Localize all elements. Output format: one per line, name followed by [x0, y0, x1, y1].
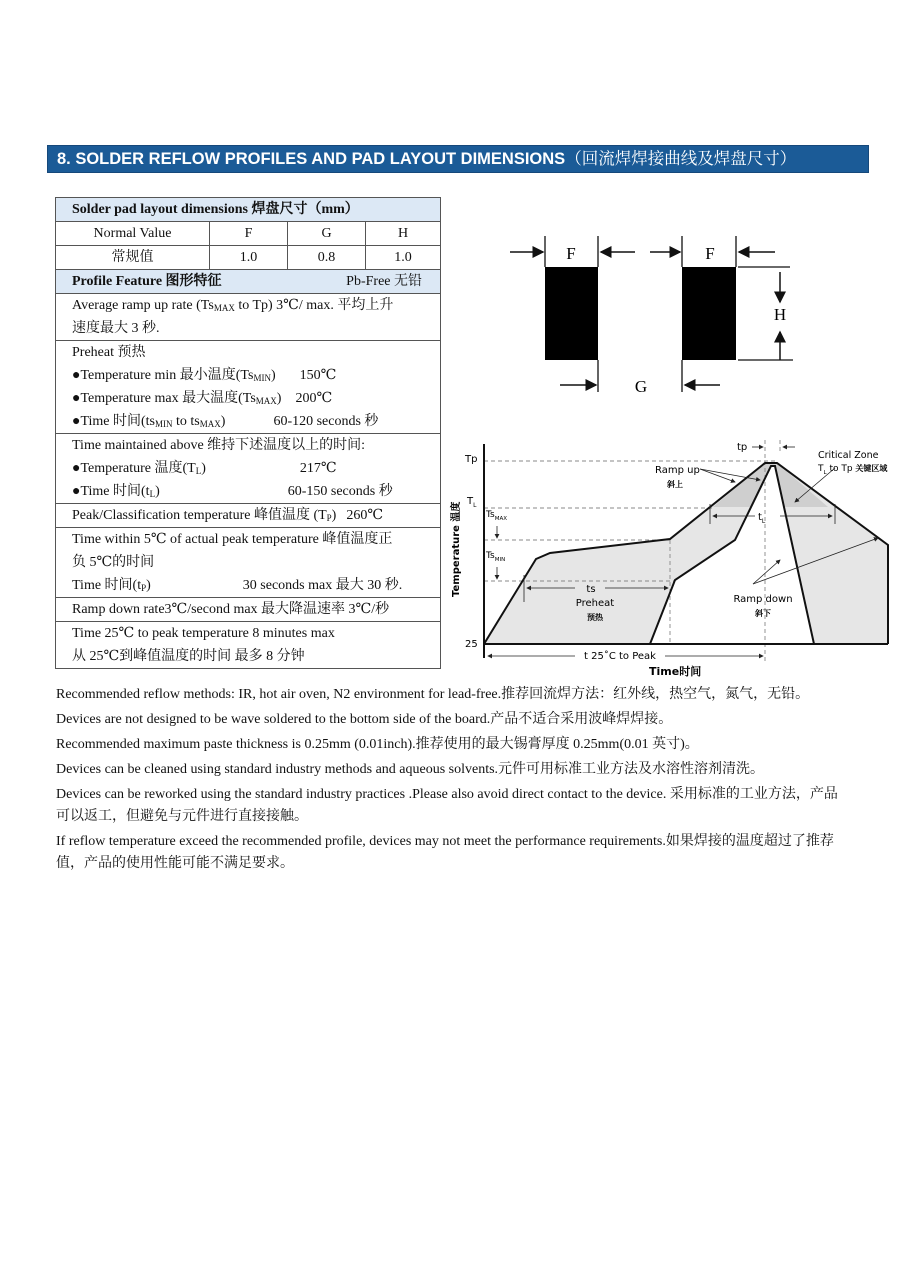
tl-label: $t_L$ [758, 512, 766, 525]
ramp-up-row [56, 294, 441, 341]
y-tick-25: 25 [465, 639, 478, 650]
sub-l: L [149, 489, 156, 499]
pb-free-label: Pb-Free 无铅 [346, 274, 422, 289]
spec-table [55, 197, 441, 669]
ramp-up-text: Average ramp up rate (Ts [72, 298, 214, 313]
left-pad [545, 267, 598, 360]
note-item: Devices are not designed to be wave soldered to the bottom side of the board.产品不适合采用波峰焊焊接。 [56, 712, 673, 727]
within5-row: Time within 5℃ of actual peak temperature 峰值温度正 负 5℃的时间 Time 时间$(t_P)$ 30 seconds max 最大 30 秒. [56, 528, 441, 598]
y-tick-tsmin: $Ts_{MIN}$ [486, 551, 506, 563]
ramp-down-label-cn: 斜下 [755, 609, 771, 618]
label-h: H [773, 305, 787, 324]
sub-l: L [195, 466, 202, 476]
critical-zone-label: Critical Zone [818, 450, 879, 461]
tl-time-value: 60-150 seconds 秒 [287, 484, 393, 499]
col-h-header: H [366, 222, 441, 246]
profile-feature-label: Profile Feature 图形特征 [72, 274, 222, 289]
label-f-left: F [566, 244, 576, 263]
sub-p: P [326, 513, 332, 523]
ramp-down-label: Ramp down [733, 594, 793, 605]
note-item: Recommended maximum paste thickness is 0.25mm (0.01inch).推荐使用的最大锡膏厚度 0.25mm(0.01 英寸)。 [56, 737, 699, 752]
preheat-title: Preheat 预热 [72, 345, 146, 360]
reflow-profile-chart [445, 432, 900, 682]
value-h: 1.0 [366, 246, 441, 270]
ramp-up-line2: 速度最大 3 秒. [72, 321, 160, 336]
time-above-title: Time maintained above 维持下述温度以上的时间: [72, 438, 366, 453]
tmin-label: ●Temperature min 最小温度(Ts [72, 368, 254, 383]
preheat-time-label: ●Time 时间(ts [72, 414, 156, 429]
y-tick-tsmax: $Ts_{MAX}$ [486, 510, 507, 522]
value-g: 0.8 [288, 246, 366, 270]
tmin-value: 150℃ [299, 368, 337, 383]
ts-label: ts [586, 584, 596, 595]
normal-value-label-cn: 常规值 [56, 246, 210, 270]
sub-max: MAX [255, 396, 277, 406]
peak-value: 260℃ [346, 508, 384, 523]
note-item: Recommended reflow methods: IR, hot air oven, N2 environment for lead-free.推荐回流焊方法：红外线，热空气，氮气，无铅。 [56, 687, 810, 702]
tp-label: tp [737, 442, 748, 453]
pad-layout-diagram [505, 232, 805, 402]
ramp-down-row: Ramp down rate3℃/second max 最大降温速率 3℃/秒 [56, 598, 441, 622]
preheat-row: Preheat 预热 ●Temperature min 最小温度$(Ts_{MIN})$ 150℃ ●Temperature max 最大温度$(Ts_{MAX})$ 200℃ ●Time 时间($ts_{MIN}$ to $ts_{MAX}$) 60-120 seconds 秒 [56, 341, 441, 434]
preheat-label-cn: 预热 [587, 613, 603, 622]
right-pad [682, 267, 736, 360]
section-header [47, 145, 869, 173]
tmax-value: 200℃ [295, 391, 333, 406]
sub-min: MIN [253, 373, 271, 383]
ramp-up-pointer-2 [700, 469, 735, 482]
tp-time-value: 30 seconds max 最大 30 秒. [242, 578, 403, 593]
y-axis-label: Temperature 温度 [451, 501, 462, 597]
time25-row [56, 622, 441, 669]
tl-temp-value: 217℃ [299, 461, 337, 476]
tp-time-label: Time 时间(t [72, 578, 142, 593]
section-title-en: 8. SOLDER REFLOW PROFILES AND PAD LAYOUT DIMENSIONS [57, 150, 566, 168]
notes [56, 684, 851, 878]
sub-max: MAX [199, 419, 221, 429]
within5-line2: 负 5℃的时间 [72, 555, 155, 570]
x-axis-label: Time时间 [649, 665, 702, 678]
peak-row: Peak/Classification temperature 峰值温度 $(T_P)$ 260℃ [56, 504, 441, 528]
col-g-header: G [288, 222, 366, 246]
critical-zone-range: $T_L$ to Tp 关键区域 [818, 464, 888, 476]
within5-line1: Time within 5℃ of actual peak temperature 峰值温度正 [72, 532, 393, 547]
pad-table-title: Solder pad layout dimensions 焊盘尺寸（mm） [56, 198, 441, 222]
ramp-up-label-cn: 斜上 [667, 480, 683, 489]
label-g: G [634, 377, 648, 396]
time25-line2: 从 25℃到峰值温度的时间 最多 8 分钟 [72, 649, 305, 664]
time-above-row: Time maintained above 维持下述温度以上的时间: ●Temperature 温度$(T_L)$ 217℃ ●Time 时间$(t_L)$ 60-150 seconds 秒 [56, 434, 441, 504]
note-item: Devices can be cleaned using standard industry methods and aqueous solvents.元件可用标准工业方法及水溶性溶剂清洗。 [56, 762, 765, 777]
preheat-time-value: 60-120 seconds 秒 [273, 414, 379, 429]
time25-line1: Time 25℃ to peak temperature 8 minutes max [72, 626, 335, 641]
sub-p: P [141, 583, 147, 593]
t25-to-peak-label: t 25˚C to Peak [584, 651, 656, 662]
tl-temp-label: ●Temperature 温度(T [72, 461, 196, 476]
section-title-cn: （回流焊焊接曲线及焊盘尺寸） [565, 150, 797, 168]
preheat-time-label-b: to ts [172, 414, 200, 429]
note-item: Devices can be reworked using the standard industry practices .Please also avoid direct contact to the device. 采用标准的工业方法，产品可以返工，但避免与元件进行直接接触。 [56, 787, 838, 824]
y-tick-tp: Tp [465, 454, 478, 465]
col-f-header: F [210, 222, 288, 246]
y-tick-tl: $T_L$ [467, 496, 477, 509]
ramp-up-text-suffix: to Tp) 3℃/ max. 平均上升 [234, 298, 394, 313]
value-f: 1.0 [210, 246, 288, 270]
preheat-label: Preheat [575, 598, 615, 609]
label-f-right: F [705, 244, 715, 263]
peak-label: Peak/Classification temperature 峰值温度 (T [72, 508, 327, 523]
sub-min: MIN [155, 419, 173, 429]
sub-max: MAX [213, 303, 235, 313]
profile-feature-header [56, 270, 441, 294]
normal-value-label: Normal Value [56, 222, 210, 246]
tmax-label: ●Temperature max 最大温度(Ts [72, 391, 256, 406]
note-item: If reflow temperature exceed the recommended profile, devices may not meet the performance requirements.如果焊接的温度超过了推荐值，产品的使用性能可能不满足要求。 [56, 834, 834, 871]
tl-time-label: ●Time 时间(t [72, 484, 150, 499]
ramp-up-label: Ramp up [655, 465, 700, 476]
